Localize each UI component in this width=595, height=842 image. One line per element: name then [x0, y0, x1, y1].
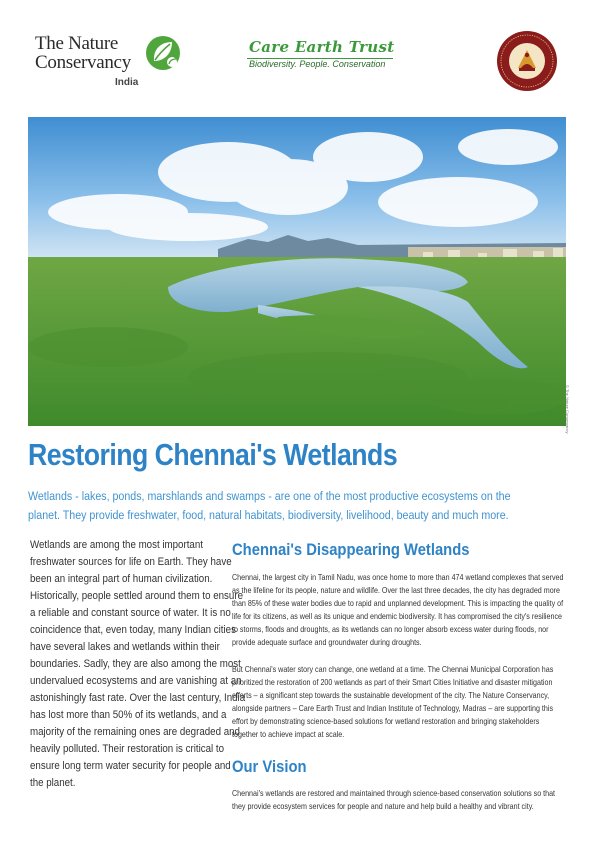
section-heading-disappearing-wetlands: Chennai's Disappearing Wetlands	[232, 540, 470, 559]
iit-madras-seal-icon	[496, 30, 558, 92]
vision-paragraph: Chennai's wetlands are restored and maintained through science-based conservation solutions so that they provide ecosystem services for people and nature and help build a healthy and vibrant city.	[232, 788, 556, 811]
cet-tagline: Biodiversity. People. Conservation	[249, 59, 386, 69]
cet-name: Care Earth Trust	[249, 38, 395, 56]
wetland-aerial-photo	[28, 117, 566, 426]
page-title: Restoring Chennai's Wetlands	[28, 437, 398, 472]
tnc-logo	[35, 33, 185, 93]
tnc-name-line1: The Nature	[35, 33, 118, 54]
intro-column	[30, 537, 246, 792]
intro-paragraph: Wetlands are among the most important freshwater sources for life on Earth. They have been an integral part of human civilization. Historically, people settled around them to ensure a reliable and constant source of water. It is no coincidence that, even today, many Indian cities have several lakes and wetlands within their boundaries. Sadly, they are also among the most undervalued ecosystems and are vanishing at an astonishingly fast rate. Over the last century, India has lost more than 50% of its wetlands, and a majority of the remaining ones are degraded and heavily polluted. Their restoration is critical to ensure long term water security for people and the planet.	[30, 539, 246, 789]
photo-credit: © The Nature Conservancy	[565, 385, 570, 434]
tnc-country: India	[115, 77, 139, 88]
care-earth-trust-logo	[245, 38, 395, 74]
tnc-name-line2: Conservancy	[35, 52, 131, 73]
section1-paragraph-2: But Chennai's water story can change, one wetland at a time. The Chennai Municipal Corporation has prioritized the restoration of 200 wetlands as part of their Smart Cities Initiative and disaster mitigation efforts – a significant step towards the sustainable development of the city. The Nature Conservancy, alongside partners – Care Earth Trust and Indian Institute of Technology, Madras – are supporting this effort by demonstrating science-based solutions for wetland restoration and bringing stakeholders together to achieve impact at scale.	[232, 664, 554, 739]
section-heading-our-vision: Our Vision	[232, 757, 307, 776]
page-subtitle: Wetlands - lakes, ponds, marshlands and swamps - are one of the most productive ecosystems on the planet. They provide freshwater, food, natural habitats, biodiversity, livelihood, beauty and much more.	[28, 489, 511, 522]
tnc-leaf-icon	[143, 33, 183, 73]
section1-paragraph-1: Chennai, the largest city in Tamil Nadu, was once home to more than 474 wetland complexes that served as the lifeline for its people, nature and wildlife. Over the last three decades, the city has degraded more than 85% of these water bodies due to rapid and unplanned development. This is impacting the quality of life for its citizens, as well as its unique and endemic biodiversity. It has compromised the city's resilience to storms, floods and droughts, as its wetlands can no longer absorb excess water during floods, nor provide adequate surface and groundwater during droughts.	[232, 572, 564, 647]
